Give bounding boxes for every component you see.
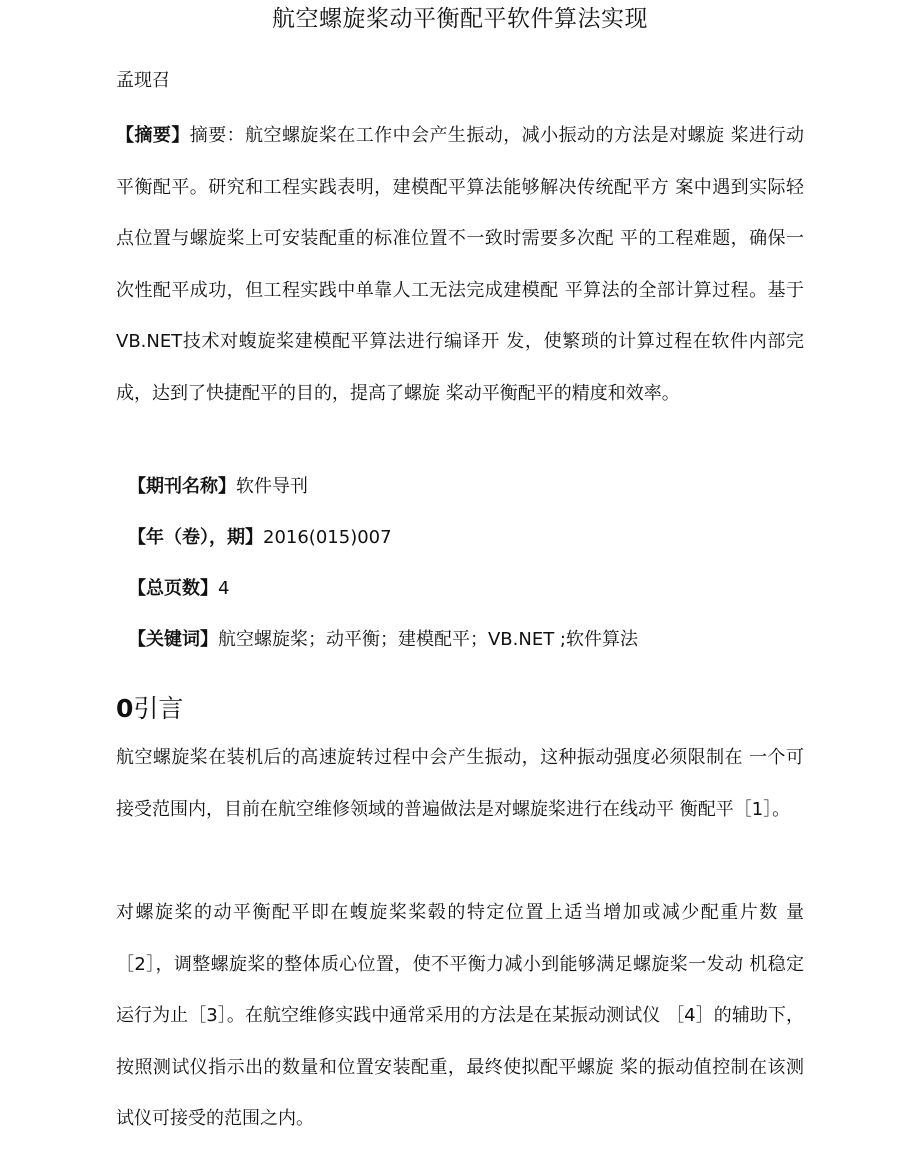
section-title: 引言 (133, 694, 184, 723)
year-volume-issue-value: 2016(015)007 (263, 527, 392, 548)
section-heading (116, 690, 183, 728)
total-pages-line (128, 574, 229, 604)
journal-label: 【期刊名称】 (128, 476, 236, 497)
keywords-label: 【关键词】 (128, 629, 218, 650)
year-volume-issue-label: 【年（卷），期】 (128, 527, 263, 548)
abstract-text: 摘要：航空螺旋桨在工作中会产生振动，减小振动的方法是对螺旋 桨进行动平衡配平。研究和工程实践表明，建模配平算法能够解决传统配平方 案中遇到实际轻点位置与螺旋桨上可安装配重的标准位置不一致时需要多次配 平的工程难题，确保一次性配平成功，但工程实践中单靠人工无法完成建模配 平算法的全部计算过程。基于VB.NET技术对蝮旋桨建模配平算法进行编译开 发，使繁琐的计算过程在软件内部完成，达到了快捷配平的目的，提高了螺旋 桨动平衡配平的精度和效率。 (116, 125, 805, 404)
total-pages-label: 【总页数】 (128, 578, 218, 599)
year-volume-issue-line (128, 523, 392, 553)
section-number: 0 (116, 694, 134, 723)
keywords-line (128, 625, 638, 655)
abstract-block (116, 110, 804, 419)
author-name: 孟现召 (116, 70, 170, 91)
journal-line (128, 472, 308, 502)
paper-title: 航空螺旋桨动平衡配平软件算法实现 (272, 6, 648, 32)
keywords-value: 航空螺旋桨；动平衡；建模配平；VB.NET ;软件算法 (218, 629, 639, 650)
journal-value: 软件导刊 (236, 476, 308, 497)
body-paragraph-1: 航空螺旋桨在装机后的高速旋转过程中会产生振动，这种振动强度必须限制在 一个可接受范围内，目前在航空维修领域的普遍做法是对螺旋桨进行在线动平 衡配平［1］。 (116, 747, 804, 820)
total-pages-value: 4 (218, 578, 230, 599)
body-paragraph-2: 对螺旋桨的动平衡配平即在蝮旋桨桨毂的特定位置上适当增加或减少配重片数 量［2］，调整螺旋桨的整体质心位置，使不平衡力减小到能够满足螺旋桨一发动 机稳定运行为止［3］。在航空维修实践中通常采用的方法是在某振动测试仪 ［4］的辅助下，按照测试仪指示出的数量和位置安装配重，最终使拟配平螺旋 桨的振动值控制在该测试仪可接受的范围之内。 (116, 902, 804, 1129)
abstract-label: 【摘要】 (116, 125, 190, 146)
